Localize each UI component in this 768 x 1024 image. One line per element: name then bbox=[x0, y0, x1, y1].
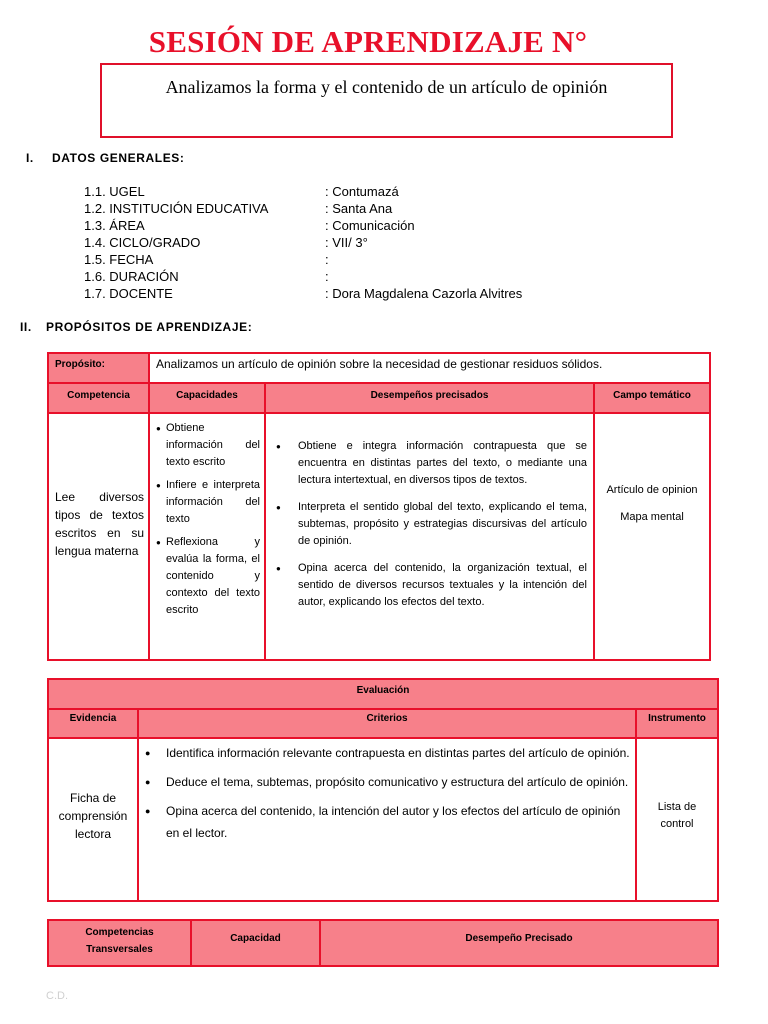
col-header-desempeno-precisado bbox=[319, 919, 719, 967]
datos-value: : bbox=[325, 269, 329, 284]
campo-tematico-cell bbox=[593, 412, 711, 661]
col-header-label: Desempeños precisados bbox=[370, 390, 489, 401]
capacidad-item: ● Obtiene información del texto escrito bbox=[156, 420, 260, 471]
proposito-label-cell bbox=[47, 352, 150, 384]
col-header-instrumento bbox=[635, 708, 719, 739]
col-header-label: Competencia bbox=[67, 390, 130, 401]
col-header-capacidad bbox=[190, 919, 321, 967]
col-header-label: Criterios bbox=[366, 713, 408, 724]
col-header-evidencia bbox=[47, 708, 139, 739]
campo-tematico-item: Artículo de opinion bbox=[606, 484, 698, 496]
section-title: DATOS GENERALES: bbox=[52, 151, 185, 165]
criterios-list bbox=[141, 742, 631, 851]
section-propositos bbox=[20, 320, 252, 334]
datos-value: : Contumazá bbox=[325, 184, 399, 199]
datos-label: 1.7. DOCENTE bbox=[84, 286, 173, 301]
col-header-label: Campo temático bbox=[613, 390, 691, 401]
capacidad-item: ● Infiere e interpreta información del texto bbox=[156, 477, 260, 528]
col-header-label: Evidencia bbox=[69, 713, 117, 724]
col-header-capacidades bbox=[148, 382, 266, 414]
datos-label: 1.2. INSTITUCIÓN EDUCATIVA bbox=[84, 201, 269, 216]
desempeno-item: ● Obtiene e integra información contrapuesta que se encuentra en distintas partes del texto, o mediante una lectura intertextual, en diversos tipos de textos. bbox=[270, 438, 587, 489]
criterio-item: ● Opina acerca del contenido, la intención del autor y los efectos del artículo de opinión en el lector. bbox=[141, 800, 631, 844]
datos-value: : Dora Magdalena Cazorla Alvitres bbox=[325, 286, 523, 301]
col-header-label: Capacidad bbox=[230, 933, 281, 944]
evaluacion-title: Evaluación bbox=[356, 685, 410, 696]
capacidades-list bbox=[156, 420, 260, 625]
evaluacion-title-cell bbox=[47, 678, 719, 710]
instrumento-cell bbox=[635, 737, 719, 902]
datos-label: 1.5. FECHA bbox=[84, 252, 154, 267]
campo-tematico-item: Mapa mental bbox=[620, 511, 684, 523]
desempeno-item: ● Opina acerca del contenido, la organización textual, el sentido de diversos recursos textuales y la intención del autor, explicando los efectos del texto. bbox=[270, 560, 587, 611]
datos-value: : VII/ 3° bbox=[325, 235, 368, 250]
criterios-cell bbox=[137, 737, 637, 902]
col-header-competencia bbox=[47, 382, 150, 414]
datos-label: 1.4. CICLO/GRADO bbox=[84, 235, 201, 250]
capacidad-item: ● Reflexiona y evalúa la forma, el contenido y contexto del texto escrito bbox=[156, 534, 260, 619]
col-header-label: Competencias Transversales bbox=[85, 927, 154, 955]
evidencia-text: Ficha de comprensión lectora bbox=[58, 791, 128, 841]
proposito-label: Propósito: bbox=[55, 359, 105, 370]
section-title: PROPÓSITOS DE APRENDIZAJE: bbox=[46, 320, 253, 334]
session-subtitle: Analizamos la forma y el contenido de un artículo de opinión bbox=[165, 77, 608, 97]
desempenos-cell bbox=[264, 412, 595, 661]
col-header-label: Capacidades bbox=[176, 390, 238, 401]
evidencia-cell bbox=[47, 737, 139, 902]
col-header-criterios bbox=[137, 708, 637, 739]
desempeno-item: ● Interpreta el sentido global del texto, explicando el tema, subtemas, propósito y estrategias discursivas del artículo de opinión. bbox=[270, 499, 587, 550]
section-number: I. bbox=[26, 151, 34, 165]
datos-value: : Comunicación bbox=[325, 218, 415, 233]
datos-label: 1.1. UGEL bbox=[84, 184, 145, 199]
proposito-text: Analizamos un artículo de opinión sobre la necesidad de gestionar residuos sólidos. bbox=[156, 357, 603, 371]
col-header-competencias-transversales bbox=[47, 919, 192, 967]
criterio-item: ● Deduce el tema, subtemas, propósito comunicativo y estructura del artículo de opinión. bbox=[141, 771, 631, 793]
datos-label: 1.3. ÁREA bbox=[84, 218, 145, 233]
subtitle-box bbox=[100, 63, 673, 138]
capacidades-cell bbox=[148, 412, 266, 661]
faint-footer-text: C.D. bbox=[46, 990, 68, 1002]
col-header-campo-tematico bbox=[593, 382, 711, 414]
proposito-text-cell bbox=[148, 352, 711, 384]
page-title: SESIÓN DE APRENDIZAJE N° bbox=[148, 24, 588, 59]
competencia-cell bbox=[47, 412, 150, 661]
datos-value: : bbox=[325, 252, 329, 267]
section-number: II. bbox=[20, 320, 32, 334]
competencia-text: Lee diversos tipos de textos escritos en su lengua materna bbox=[55, 490, 144, 558]
col-header-label: Instrumento bbox=[648, 713, 706, 724]
criterio-item: ● Identifica información relevante contrapuesta en distintas partes del artículo de opinión. bbox=[141, 742, 631, 764]
desempenos-list bbox=[270, 438, 587, 621]
datos-value: : Santa Ana bbox=[325, 201, 393, 216]
section-datos-generales bbox=[26, 151, 185, 165]
datos-label: 1.6. DURACIÓN bbox=[84, 269, 179, 284]
col-header-desempenos bbox=[264, 382, 595, 414]
instrumento-text: Lista de control bbox=[657, 801, 697, 830]
col-header-label: Desempeño Precisado bbox=[465, 933, 573, 944]
